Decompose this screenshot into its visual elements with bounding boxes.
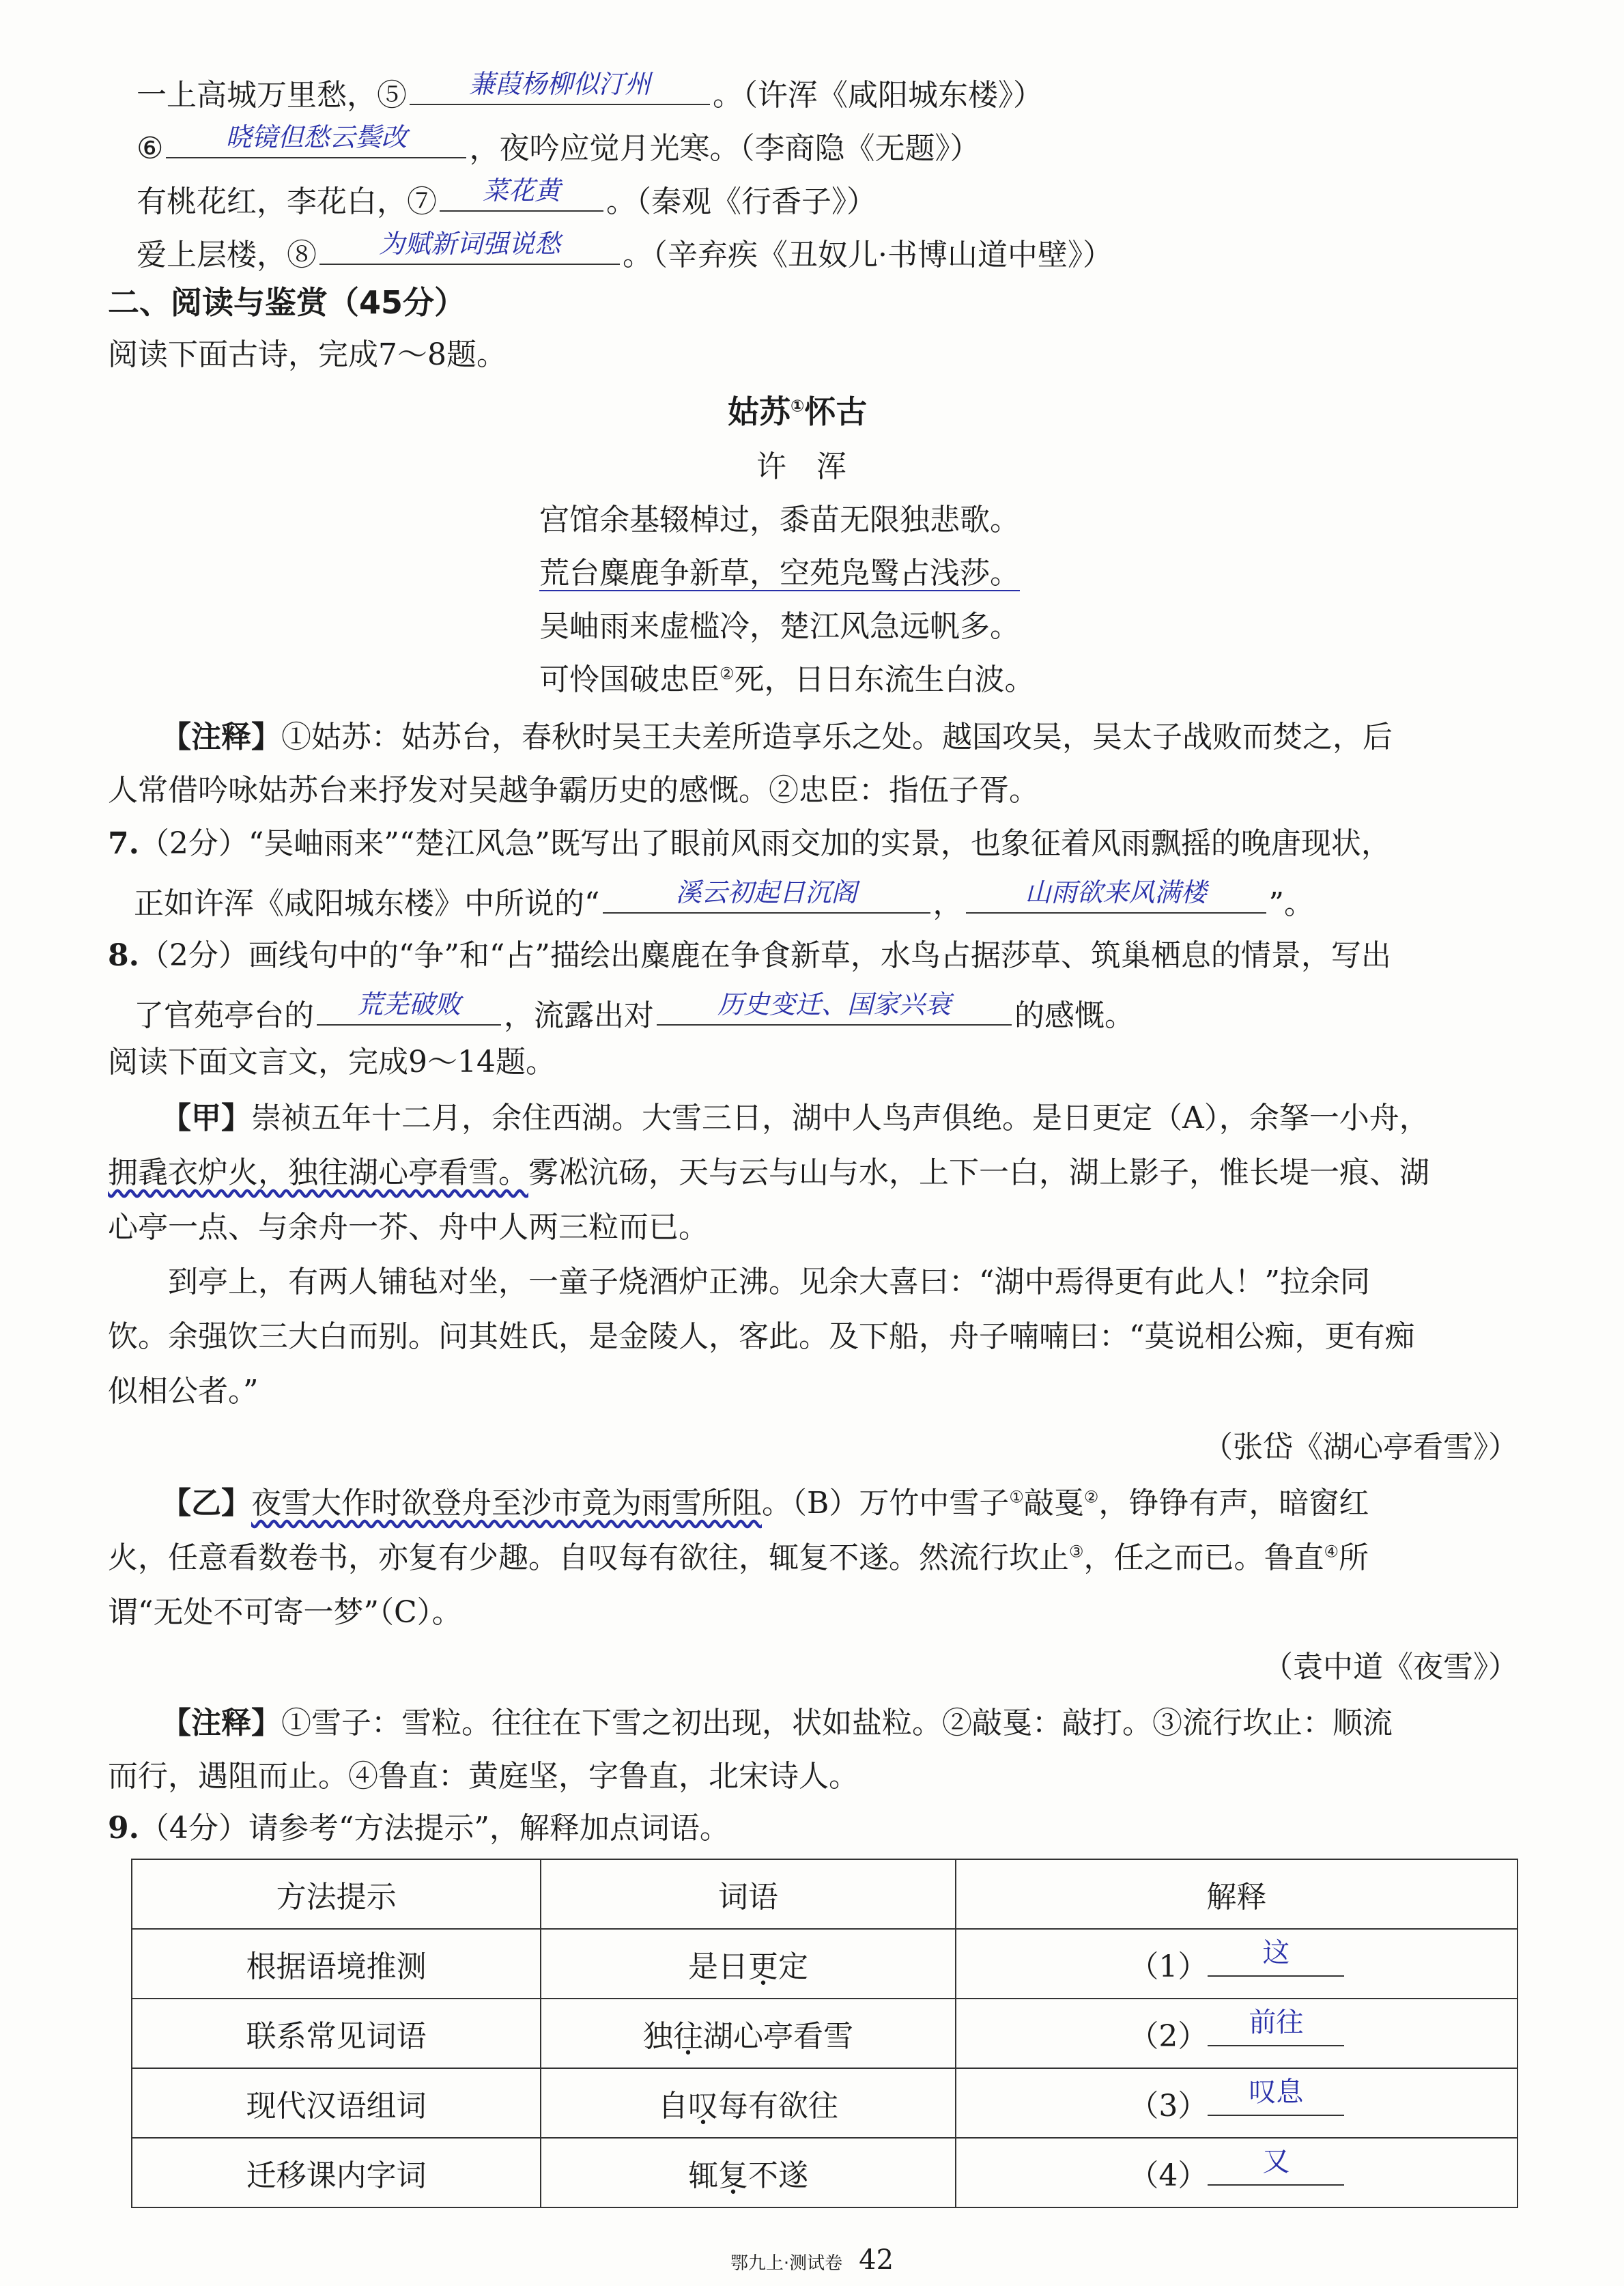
jia-underlined-sentence: 拥毳衣炉火，独往湖心亭看雪。 bbox=[108, 1155, 528, 1190]
poem-line-2-underlined: 荒台麋鹿争新草，空苑凫鹥占浅莎。 bbox=[539, 556, 1020, 591]
answer-blank-q8-2[interactable]: 历史变迁、国家兴衰 bbox=[657, 994, 1012, 1026]
page-number: 42 bbox=[859, 2244, 894, 2276]
method-cell: 联系常见词语 bbox=[132, 1999, 541, 2068]
question-9: 9.（4分）请参考“方法提示”，解释加点词语。 bbox=[108, 1811, 730, 1846]
jia-p2-line-3: 似相公者。” bbox=[108, 1374, 259, 1409]
answer-blank-9-4[interactable]: 又 bbox=[1208, 2154, 1344, 2186]
word-cell: 独往湖心亭看雪 bbox=[541, 1999, 955, 2068]
word-cell: 自叹每有欲往 bbox=[541, 2068, 955, 2138]
question-8: 8.（2分）画线句中的“争”和“占”描绘出麋鹿在争食新草，水鸟占据莎草、筑巢栖息的情景，写出 bbox=[108, 938, 1391, 973]
answer-blank-9-1[interactable]: 这 bbox=[1208, 1945, 1344, 1977]
poem-line-1: 宫馆余基辍棹过，黍苗无限独悲歌。 bbox=[539, 503, 1020, 537]
fill-line-6: ⑥ 晓镜但愁云鬓改 ，夜吟应觉月光寒。（李商隐《无题》） bbox=[137, 122, 980, 166]
yi-tag: 【乙】 bbox=[161, 1486, 251, 1521]
method-cell: 现代汉语组词 bbox=[132, 2068, 541, 2138]
yi-line-3: 谓“无处不可寄一梦”（C）。 bbox=[108, 1595, 462, 1630]
page-footer bbox=[0, 2242, 1624, 2276]
word-cell: 是日更定 bbox=[541, 1929, 955, 1999]
header-method: 方法提示 bbox=[132, 1859, 541, 1929]
series-label: 鄂九上·测试卷 bbox=[730, 2253, 843, 2274]
answer-blank-q7-1[interactable]: 溪云初起日沉阁 bbox=[603, 882, 930, 914]
explanation-cell: （2） 前往 bbox=[956, 1999, 1518, 2068]
poem-line-3: 吴岫雨来虚槛冷，楚江风急远帆多。 bbox=[539, 609, 1020, 644]
section-heading: 二、阅读与鉴赏（45分） bbox=[108, 284, 466, 321]
explanation-cell: （4） 又 bbox=[956, 2138, 1518, 2207]
note2-line-1: 【注释】①雪子：雪粒。往往在下雪之初出现，状如盐粒。②敲戛：敲打。③流行坎止：顺流 bbox=[161, 1706, 1393, 1740]
dotted-char: 更 bbox=[748, 1949, 779, 1984]
table-row bbox=[132, 2138, 1518, 2207]
wenyan-intro: 阅读下面文言文，完成9～14题。 bbox=[108, 1045, 556, 1080]
question-number: 9. bbox=[108, 1811, 139, 1846]
answer-blank-9-2[interactable]: 前往 bbox=[1208, 2015, 1344, 2046]
jia-p1-line-1: 【甲】崇祯五年十二月，余住西湖。大雪三日，湖中人鸟声俱绝。是日更定（A），余拏一小舟， bbox=[161, 1101, 1429, 1135]
note-tag: 【注释】 bbox=[161, 1706, 281, 1740]
yi-line-1: 【乙】夜雪大作时欲登舟至沙市竟为雨雪所阻。（B）万竹中雪子①敲戛②，铮铮有声，暗窗红 bbox=[161, 1486, 1369, 1521]
poem-title: 姑苏①怀古 bbox=[728, 393, 868, 430]
table-row bbox=[132, 1999, 1518, 2068]
answer-blank-8[interactable]: 为赋新词强说愁 bbox=[319, 234, 620, 265]
answer-blank-9-3[interactable]: 叹息 bbox=[1208, 2085, 1344, 2116]
answer-blank-5[interactable]: 蒹葭杨柳似汀州 bbox=[410, 74, 710, 105]
explanation-cell: （1） 这 bbox=[956, 1929, 1518, 1999]
fill-line-7: 有桃花红，李花白，⑦ 菜花黄 。（秦观《行香子》） bbox=[137, 175, 877, 219]
note1-line-2: 人常借吟咏姑苏台来抒发对吴越争霸历史的感慨。②忠臣：指伍子胥。 bbox=[108, 773, 1039, 808]
answer-blank-q7-2[interactable]: 山雨欲来风满楼 bbox=[966, 882, 1266, 914]
header-word: 词语 bbox=[541, 1859, 955, 1929]
method-cell: 根据语境推测 bbox=[132, 1929, 541, 1999]
question-7-line-2: 正如许浑《咸阳城东楼》中所说的“ 溪云初起日沉阁 ， 山雨欲来风满楼 ”。 bbox=[134, 877, 1314, 921]
word-cell: 辄复不遂 bbox=[541, 2138, 955, 2207]
jia-source: （张岱《湖心亭看雪》） bbox=[1203, 1430, 1518, 1465]
table-header-row bbox=[132, 1859, 1518, 1929]
answer-blank-q8-1[interactable]: 荒芜破败 bbox=[317, 994, 501, 1026]
note-tag: 【注释】 bbox=[161, 720, 281, 754]
poem-line-4: 可怜国破忠臣②死，日日东流生白波。 bbox=[539, 662, 1035, 697]
dotted-char: 叹 bbox=[688, 2089, 719, 2123]
method-cell: 迁移课内字词 bbox=[132, 2138, 541, 2207]
fill-line-5: 一上高城万里愁，⑤ 蒹葭杨柳似汀州 。（许浑《咸阳城东楼》） bbox=[137, 69, 1043, 113]
jia-p1-line-3: 心亭一点、与余舟一芥、舟中人两三粒而已。 bbox=[108, 1210, 709, 1245]
note2-line-2: 而行，遇阻而止。④鲁直：黄庭坚，字鲁直，北宋诗人。 bbox=[108, 1759, 859, 1794]
question-number: 8. bbox=[108, 938, 139, 973]
explanation-table bbox=[131, 1859, 1518, 2208]
jia-tag: 【甲】 bbox=[161, 1101, 251, 1135]
yi-source: （袁中道《夜雪》） bbox=[1263, 1650, 1518, 1684]
dotted-char: 往 bbox=[673, 2019, 704, 2054]
question-number: 7. bbox=[108, 826, 139, 861]
jia-p1-line-2: 拥毳衣炉火，独往湖心亭看雪。雾凇沆砀，天与云与山与水，上下一白，湖上影子，惟长堤一痕、湖 bbox=[108, 1155, 1429, 1190]
question-8-line-2: 了官苑亭台的 荒芜破败 ，流露出对 历史变迁、国家兴衰 的感慨。 bbox=[134, 989, 1135, 1033]
question-7: 7.（2分）“吴岫雨来”“楚江风急”既写出了眼前风雨交加的实景，也象征着风雨飘摇的晚唐现状， bbox=[108, 826, 1391, 861]
note1-line-1: 【注释】①姑苏：姑苏台，春秋时吴王夫差所造享乐之处。越国攻吴，吴太子战败而焚之，后 bbox=[161, 720, 1393, 754]
jia-p2-line-1: 到亭上，有两人铺毡对坐，一童子烧酒炉正沸。见余大喜曰：“湖中焉得更有此人！”拉余同 bbox=[168, 1265, 1370, 1299]
yi-line-2: 火，任意看数卷书，亦复有少趣。自叹每有欲往，辄复不遂。然流行坎止③，任之而已。鲁直④所 bbox=[108, 1540, 1369, 1575]
table-row bbox=[132, 1929, 1518, 1999]
answer-blank-6[interactable]: 晓镜但愁云鬓改 bbox=[166, 127, 466, 158]
explanation-cell: （3） 叹息 bbox=[956, 2068, 1518, 2138]
table-row bbox=[132, 2068, 1518, 2138]
dotted-char: 复 bbox=[718, 2158, 749, 2193]
answer-blank-7[interactable]: 菜花黄 bbox=[440, 180, 603, 212]
header-explanation: 解释 bbox=[956, 1859, 1518, 1929]
poem-intro: 阅读下面古诗，完成7～8题。 bbox=[108, 337, 507, 372]
fill-line-8: 爱上层楼，⑧ 为赋新词强说愁 。（辛弃疾《丑奴儿·书博山道中壁》） bbox=[137, 229, 1113, 272]
yi-underlined-sentence: 夜雪大作时欲登舟至沙市竟为雨雪所阻 bbox=[251, 1486, 762, 1521]
jia-p2-line-2: 饮。余强饮三大白而别。问其姓氏，是金陵人，客此。及下船，舟子喃喃曰：“莫说相公痴，更有痴 bbox=[108, 1319, 1415, 1354]
poem-author: 许 浑 bbox=[756, 449, 846, 484]
